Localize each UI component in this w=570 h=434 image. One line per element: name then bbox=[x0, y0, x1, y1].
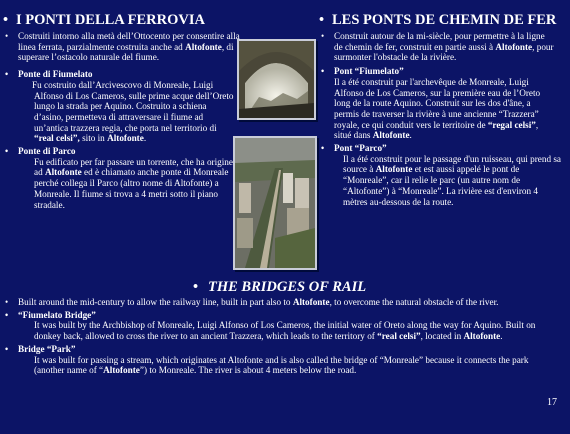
english-fiumelato-text: It was built by the Archbishop of Monreale, Luigi Alfonso of Los Cameros, the initial water of Oreto along the way for Aquino. Built on donkey back, allowed to cross the river to an ancient Trazzera, which leads to the territory of “real celsi”, located in Altofonte. bbox=[34, 320, 536, 342]
french-fiumelato-text: Il a été construit par l'archevêque de Monreale, Luigi Alfonso de Los Cameros, sur la première eau de l’Oreto long de la route Aquino. Construit sur les dos d'âne, a permis de traverser la rivière à une ancienne “Trazzera” royale, ce qui conduit vers le territoire de “regal celsi”, situé dans Altofonte. bbox=[334, 76, 541, 141]
french-intro: • Construit autour de la mi-siècle, pour permettre à la ligne de chemin de fer, construit en partie aussi à Altofonte, pour surmonter l'obstacle de la rivière. bbox=[321, 31, 554, 63]
city-aerial-photo bbox=[233, 136, 317, 270]
bridge-arch-photo bbox=[237, 39, 316, 120]
italian-title: • I PONTI DELLA FERROVIA bbox=[3, 12, 205, 28]
italian-intro: • Costruiti intorno alla metà dell’Ottocento per consentire alla linea ferrata, parzialmente costruita anche ad Altofonte, di superare l’ostacolo naturale del fiume. bbox=[5, 31, 240, 63]
english-title: • THE BRIDGES OF RAIL bbox=[193, 279, 367, 295]
french-title: • LES PONTS DE CHEMIN DE FER bbox=[319, 12, 557, 28]
english-fiumelato-title: • “Fiumelato Bridge” bbox=[5, 309, 96, 320]
french-parco-title: • Pont “Parco” bbox=[321, 143, 387, 154]
french-column bbox=[316, 0, 566, 207]
english-section bbox=[0, 280, 570, 376]
english-intro: • Built around the mid-century to allow the railway line, built in part also to Altofonte, to overcome the natural obstacle of the river. bbox=[5, 297, 499, 307]
italian-parco-title: • Ponte di Parco bbox=[5, 146, 76, 157]
french-fiumelato-title: • Pont “Fiumelato” bbox=[321, 66, 404, 77]
italian-fiumelato-text: Fu costruito dall’Arcivescovo di Monreale, Luigi Alfonso di Los Cameros, sulle prime acque dell’Oreto lungo la strada per Aquino. Costruito a schiena d’asino, permetteva di attraversare il fiume ad un’antica trazzera regia, che porta nel territorio di “real celsi”, sito in Altofonte. bbox=[32, 79, 234, 144]
italian-fiumelato-title: • Ponte di Fiumelato bbox=[5, 69, 93, 80]
english-parco-text: It was built for passing a stream, which originates at Altofonte and is also called the bridge of “Monreale” because it connects the park (another name of “Altofonte”) to Monreale. The river is about 4 meters below the road. bbox=[34, 354, 529, 376]
english-parco-title: • Bridge “Park” bbox=[5, 343, 76, 354]
italian-parco-text: Fu edificato per far passare un torrente, che ha origine ad Altofonte ed è chiamato anche ponte di Monreale perché collega il Parco (altro nome di Altofonte) a Monreale. Il fiume si trova a 4 metri sotto il piano stradale. bbox=[34, 156, 233, 210]
french-parco-text: Il a été construit pour le passage d'un ruisseau, qui prend sa source à Altofonte et est aussi appelé le pont de “Monreale”, car il relie le parc (un autre nom de “Altofonte”) à “Monreale”. La rivière est d'environ 4 mètres au-dessous de la route. bbox=[343, 153, 562, 207]
page-number: 17 bbox=[547, 397, 557, 408]
